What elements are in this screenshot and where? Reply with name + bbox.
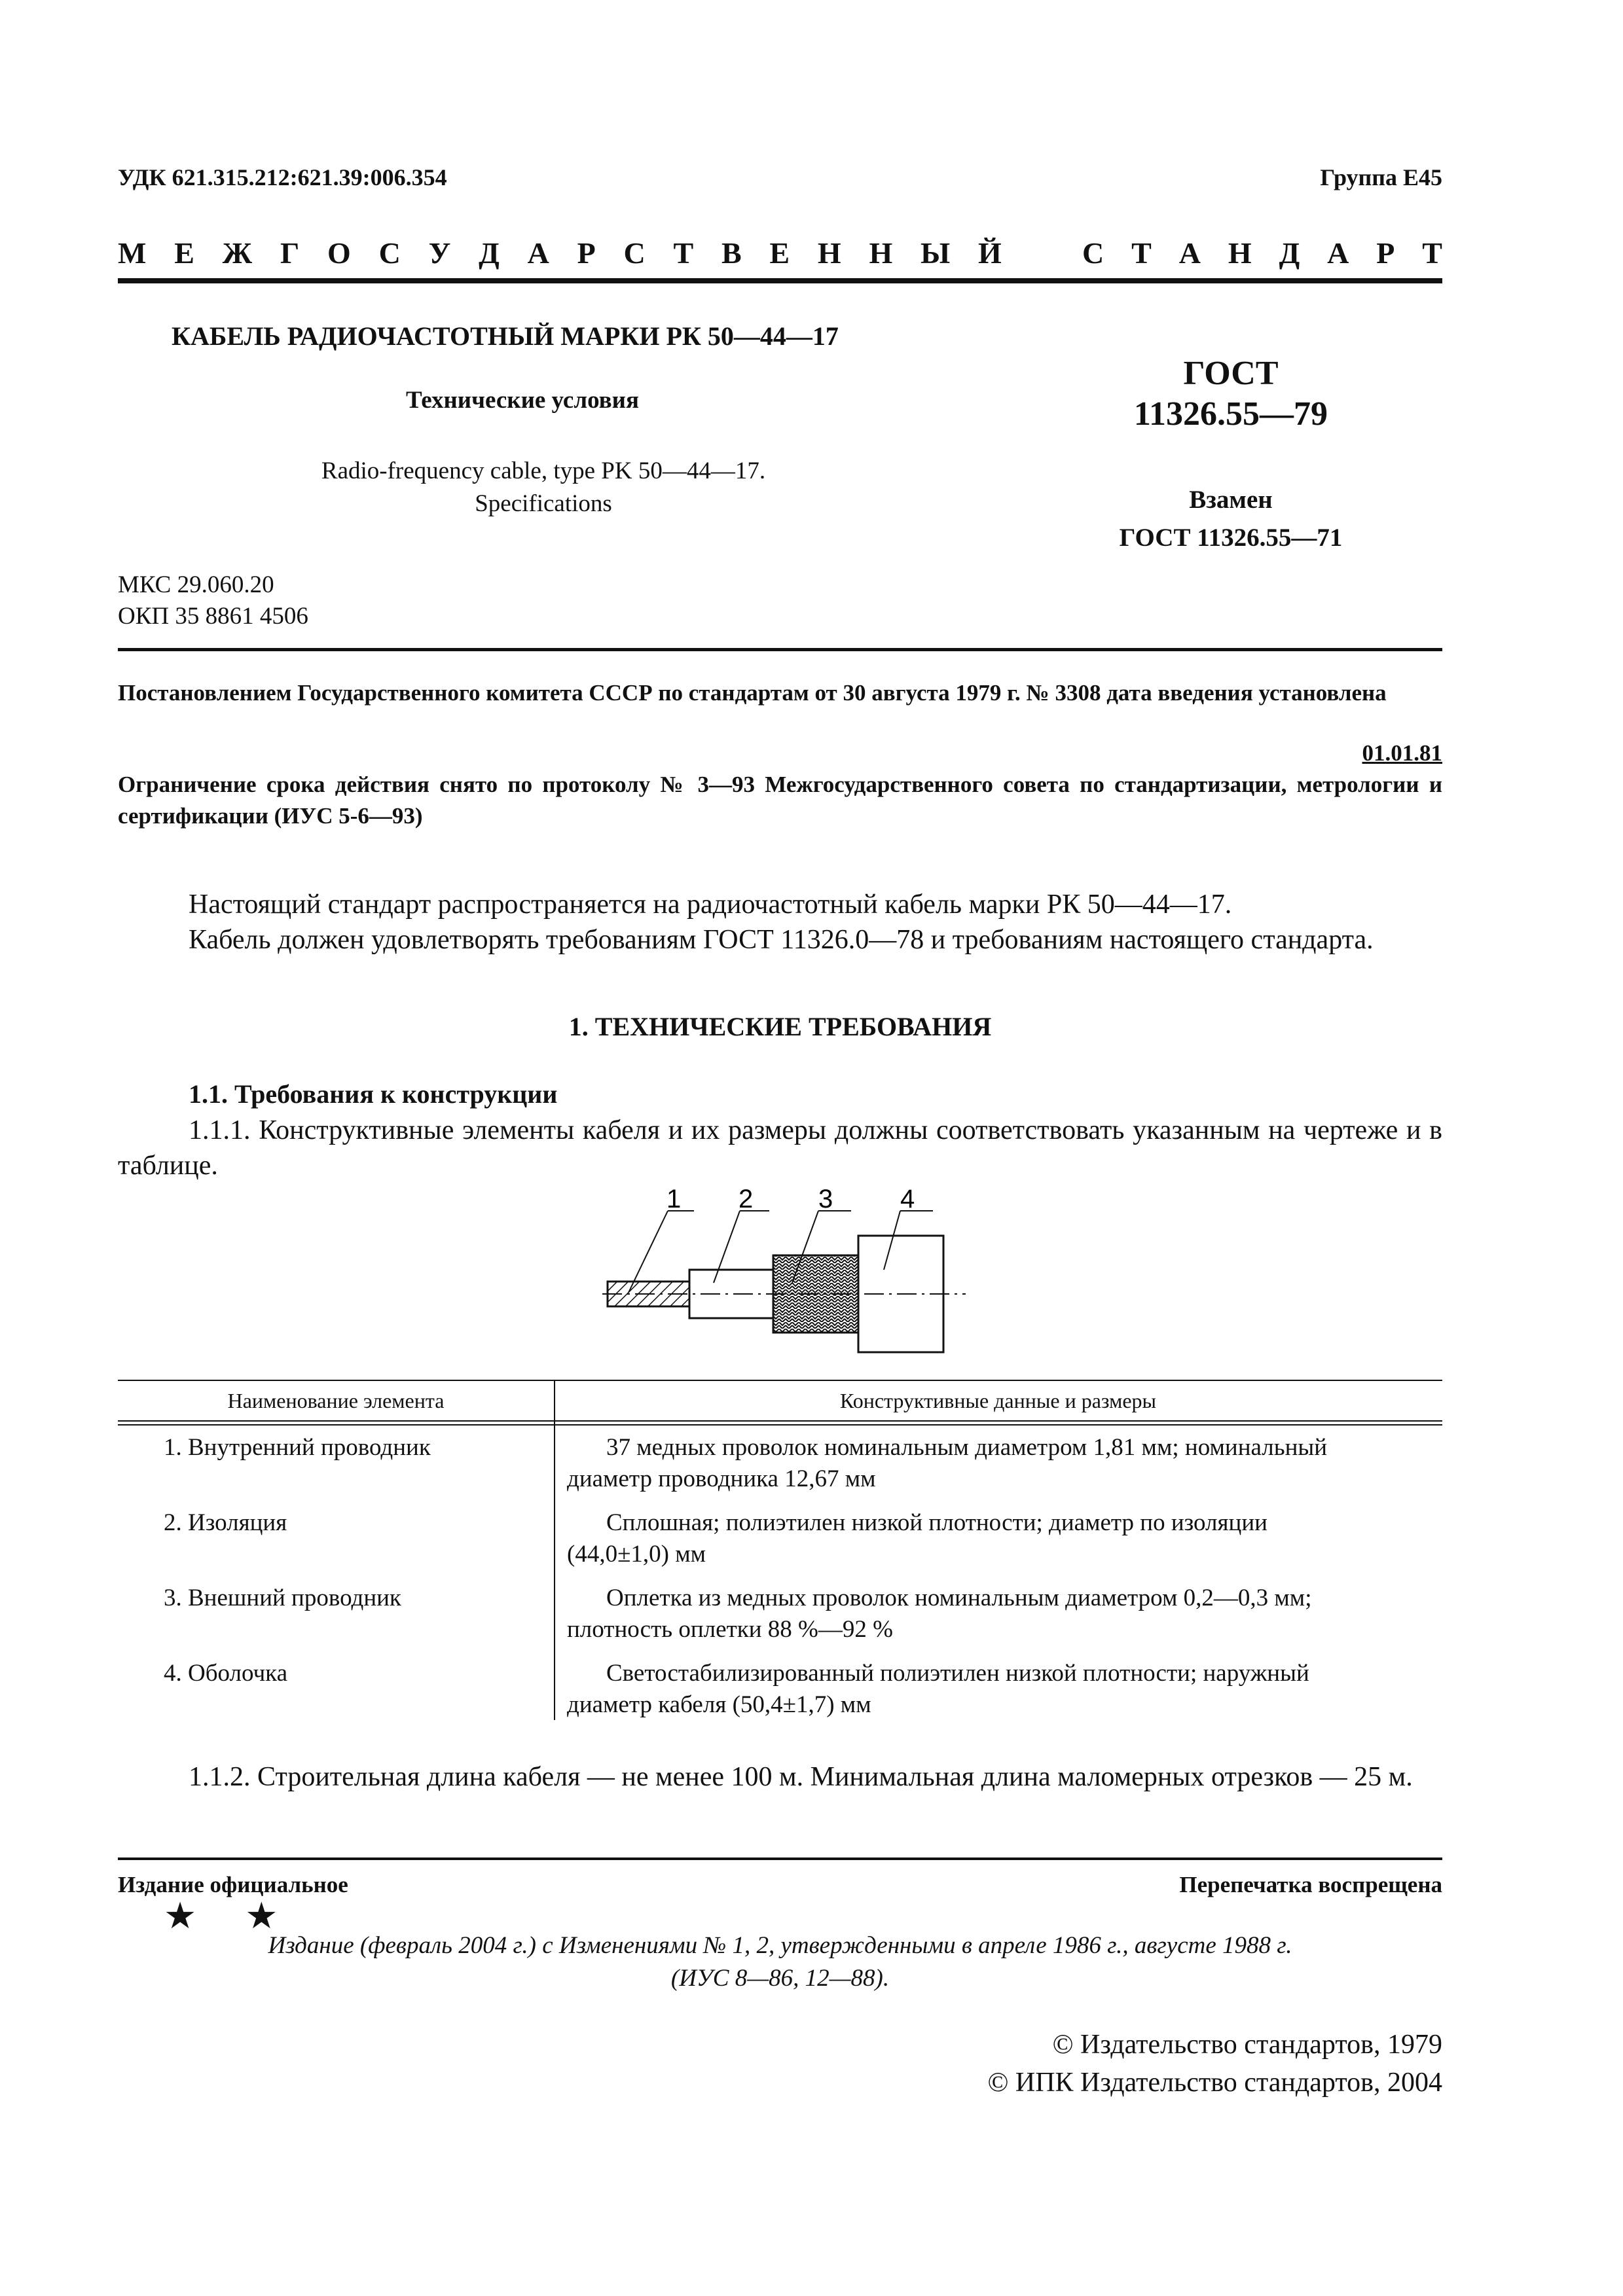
document-subtitle: Технические условия — [406, 387, 639, 414]
header-rule — [118, 278, 1442, 283]
edition-note-line-1: Издание (февраль 2004 г.) с Изменениями № 1, 2, утвержденными в апреле 1986 г., августе 1988 г. — [268, 1932, 1292, 1959]
reprint-prohibited-label: Перепечатка воспрещена — [1179, 1872, 1442, 1897]
document-title: КАБЕЛЬ РАДИОЧАСТОТНЫЙ МАРКИ РК 50—44—17 — [172, 321, 839, 351]
table-header-rule-2 — [118, 1424, 1442, 1426]
official-edition-label: Издание официальное — [118, 1872, 348, 1897]
introduction-date: 01.01.81 — [1362, 740, 1442, 766]
banner-word-1: М Е Ж Г О С У Д А Р С Т В Е Н Н Ы Й — [118, 236, 1002, 270]
table-cell-name: 4. Оболочка — [164, 1660, 288, 1687]
title-rule — [118, 648, 1442, 651]
mks-code: МКС 29.060.20 — [118, 571, 274, 598]
copyright-1979: © Издательство стандартов, 1979 — [1052, 2030, 1442, 2060]
intro-paragraph-1: Настоящий стандарт распространяется на радиочастотный кабель марки РК 50—44—17. — [189, 889, 1232, 920]
drawing-label-4: 4 — [900, 1185, 915, 1213]
edition-note — [118, 1929, 1442, 1995]
table-cell-name: 1. Внутренний проводник — [164, 1434, 431, 1461]
table-cell-name: 2. Изоляция — [164, 1509, 287, 1536]
replaces-block — [1048, 481, 1414, 557]
table-cell-name: 3. Внешний проводник — [164, 1585, 401, 1611]
intro-paragraph-2: Кабель должен удовлетворять требованиям ГОСТ 11326.0—78 и требованиям настоящего стандарта. — [189, 925, 1374, 955]
limitation-text: Ограничение срока действия снято по протоколу № 3—93 Межгосударственного совета по стандартизации, метрологии и сертификации (ИУС 5-6—93) — [118, 772, 1442, 829]
classification-codes — [118, 569, 308, 632]
stars-mark: ★ ★ — [164, 1896, 298, 1937]
replaces-label: Взамен — [1189, 486, 1273, 514]
table-cell-data: Светостабилизированный полиэтилен низкой плотности; наружный диаметр кабеля (50,4±1,7) мм — [567, 1660, 1309, 1718]
decree-text: Постановлением Государственного комитета СССР по стандартам от 30 августа 1979 г. № 3308 дата введения установлена — [118, 680, 1387, 706]
okp-code: ОКП 35 8861 4506 — [118, 603, 308, 630]
copyright-block — [987, 2026, 1442, 2102]
group-code: Группа Е45 — [1320, 164, 1442, 190]
english-title — [295, 455, 792, 520]
udk-code: УДК 621.315.212:621.39:006.354 — [118, 164, 447, 190]
drawing-label-1: 1 — [666, 1185, 682, 1213]
banner-word-2: С Т А Н Д А Р Т — [1082, 236, 1442, 270]
table-header-data: Конструктивные данные и размеры — [839, 1389, 1157, 1412]
section-title: 1. ТЕХНИЧЕСКИЕ ТРЕБОВАНИЯ — [568, 1012, 992, 1041]
table-cell-data: Сплошная; полиэтилен низкой плотности; диаметр по изоляции (44,0±1,0) мм — [567, 1509, 1267, 1568]
interstate-standard-banner — [118, 236, 1442, 270]
paragraph-1-1-2: 1.1.2. Строительная длина кабеля — не менее 100 м. Минимальная длина маломерных отрезков — 25 м. — [189, 1762, 1413, 1792]
table-header-rule-1 — [118, 1420, 1442, 1422]
drawing-label-2: 2 — [739, 1185, 754, 1213]
subsection-title: 1.1. Требования к конструкции — [189, 1079, 558, 1109]
drawing-label-3: 3 — [818, 1185, 833, 1213]
gost-label: ГОСТ — [1183, 355, 1279, 392]
replaces-number: ГОСТ 11326.55—71 — [1119, 524, 1343, 552]
paragraph-1-1-1: 1.1.1. Конструктивные элементы кабеля и их размеры должны соответствовать указанным на чертеже и в таблице. — [118, 1115, 1442, 1181]
table-header-element: Наименование элемента — [227, 1389, 445, 1412]
table-top-rule — [118, 1380, 1442, 1381]
edition-note-line-2: (ИУС 8—86, 12—88). — [670, 1965, 890, 1992]
english-title-line-1: Radio-frequency cable, type PK 50—44—17. — [321, 457, 766, 484]
table-cell-data: 37 медных проволок номинальным диаметром 1,81 мм; номинальный диаметр проводника 12,67 мм — [567, 1434, 1328, 1492]
cable-cross-section-drawing — [602, 1185, 969, 1368]
gost-number: 11326.55—79 — [1133, 395, 1328, 433]
table-cell-data: Оплетка из медных проволок номинальным диаметром 0,2—0,3 мм; плотность оплетки 88 %—92 % — [567, 1585, 1312, 1643]
english-title-line-2: Specifications — [475, 490, 612, 517]
table-column-divider — [554, 1380, 555, 1720]
footer-rule — [118, 1857, 1442, 1860]
gost-designation — [1074, 353, 1388, 435]
copyright-2004: © ИПК Издательство стандартов, 2004 — [987, 2068, 1442, 2098]
